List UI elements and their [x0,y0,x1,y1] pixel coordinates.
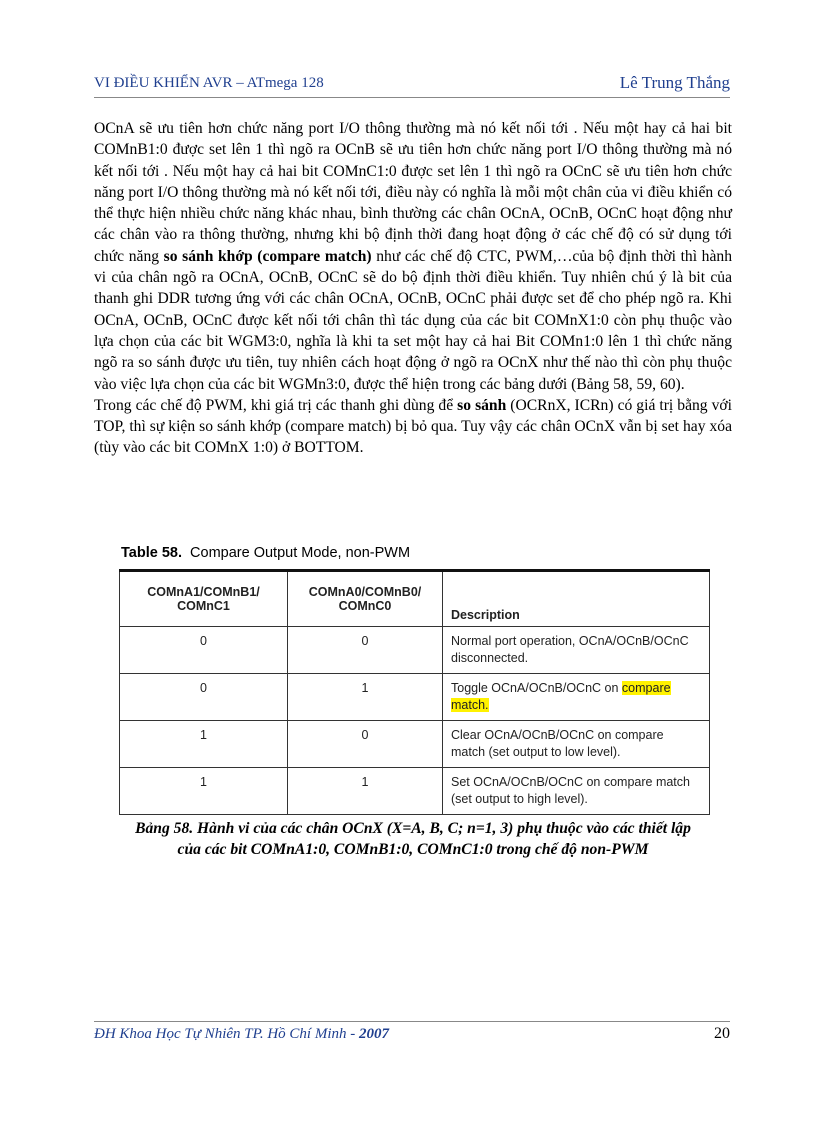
cell-comn1: 0 [120,674,288,721]
cell-description: Set OCnA/OCnB/OCnC on compare match (set output to high level). [443,768,710,815]
p1-text-a: OCnA sẽ ưu tiên hơn chức năng port I/O thông thường mà nó kết nối tới . Nếu một hay cả hai bit COMnB1:0 được set lên 1 thì ngõ ra OCnB sẽ ưu tiên hơn chức năng port I/O thông thường mà nó kết nối tới . Nếu một hay cả hai bit COMnC1:0 được set lên 1 thì ngõ ra OCnC sẽ ưu tiên hơn chức năng port I/O thông thường mà nó kết nối tới, điều này có nghĩa là mỗi một chân của vi điều khiển có thể thực hiện nhiều chức năng khác nhau, bình thường các chân OCnA, OCnB, OCnC hoạt động như các chân vào ra thông thường, nhưng khi bộ định thời đang hoạt động ở các chế độ có sử dụng tới chức năng [94,120,732,265]
cell-description: Clear OCnA/OCnB/OCnC on compare match (set output to low level). [443,721,710,768]
p2-text-b: (OCRnX, ICRn) có giá trị bằng với TOP, thì sự kiện so sánh khớp (compare match) bị bỏ qua. Tuy vậy các chân OCnX vẫn bị set hay xóa (tùy vào các bit COMnX 1:0) ở BOTTOM. [94,396,732,457]
page-number: 20 [714,1025,730,1042]
footer-year: 2007 [359,1026,389,1042]
highlight-compare: compare [621,681,671,695]
cell-comn0: 0 [288,627,443,674]
p2-bold-so-sanh: so sánh [457,396,507,414]
body-text [94,118,732,459]
p2-text-a: Trong các chế độ PWM, khi giá trị các thanh ghi dùng để [94,396,458,414]
header-title: VI ĐIỀU KHIỂN AVR – ATmega 128 [94,75,324,91]
cell-description [443,674,710,721]
header-author: Lê Trung Thắng [619,73,730,92]
header-divider [94,97,730,98]
header-comn0: COMnA0/COMnB0/ COMnC0 [288,571,443,627]
cell-comn1: 0 [120,627,288,674]
caption-line-2: của các bit COMnA1:0, COMnB1:0, COMnC1:0 trong chế độ non-PWM [177,841,649,858]
paragraph-2 [94,395,732,459]
header-description: Description [443,571,710,627]
table-row [120,721,710,768]
table-header-row [120,571,710,627]
p1-text-b: như các chế độ CTC, PWM,…của bộ định thời thì hành vi của chân ngõ ra OCnA, OCnB, OCnC sẽ do bộ định thời điều khiển. Tuy nhiên chú ý là bit của thanh ghi DDR tương ứng với các chân OCnA, OCnB, OCnC phải được set để cho phép ngõ ra. Khi OCnA, OCnB, OCnC được kết nối tới chân thì tác dụng của các bit COMnX1:0 còn phụ thuộc vào lựa chọn của các bit WGM3:0, nghĩa là khi ta set một hay cả hai Bit COMn1:0 lên 1 thì chức năng ngõ ra so sánh được ưu tiên, tuy nhiên cách hoạt động ở ngõ ra OCnX như thế nào thì còn phụ thuộc vào việc lựa chọn của các bit WGMn3:0, được thể hiện trong các bảng dưới (Bảng 58, 59, 60). [94,247,732,393]
desc-text: Toggle OCnA/OCnB/OCnC on [451,681,622,695]
cell-description: Normal port operation, OCnA/OCnB/OCnC disconnected. [443,627,710,674]
cell-comn1: 1 [120,768,288,815]
header-comn1: COMnA1/COMnB1/ COMnC1 [120,571,288,627]
table-row [120,674,710,721]
table-number: Table 58. [121,545,182,561]
paragraph-1 [94,118,732,395]
table-row [120,627,710,674]
footer-institution [94,1026,389,1043]
compare-output-mode-table [119,569,710,815]
highlight-match: match. [451,698,489,712]
table-title [121,545,410,561]
table-row [120,768,710,815]
footer-institution-text: ĐH Khoa Học Tự Nhiên TP. Hồ Chí Minh - [94,1026,359,1042]
p1-bold-compare-match: so sánh khớp (compare match) [163,247,372,265]
cell-comn0: 1 [288,768,443,815]
table-caption [94,818,732,860]
cell-comn0: 1 [288,674,443,721]
footer-divider [94,1021,730,1022]
table-title-text: Compare Output Mode, non-PWM [190,545,411,561]
cell-comn0: 0 [288,721,443,768]
cell-comn1: 1 [120,721,288,768]
caption-line-1: Bảng 58. Hành vi của các chân OCnX (X=A, B, C; n=1, 3) phụ thuộc vào các thiết lập [135,820,691,837]
